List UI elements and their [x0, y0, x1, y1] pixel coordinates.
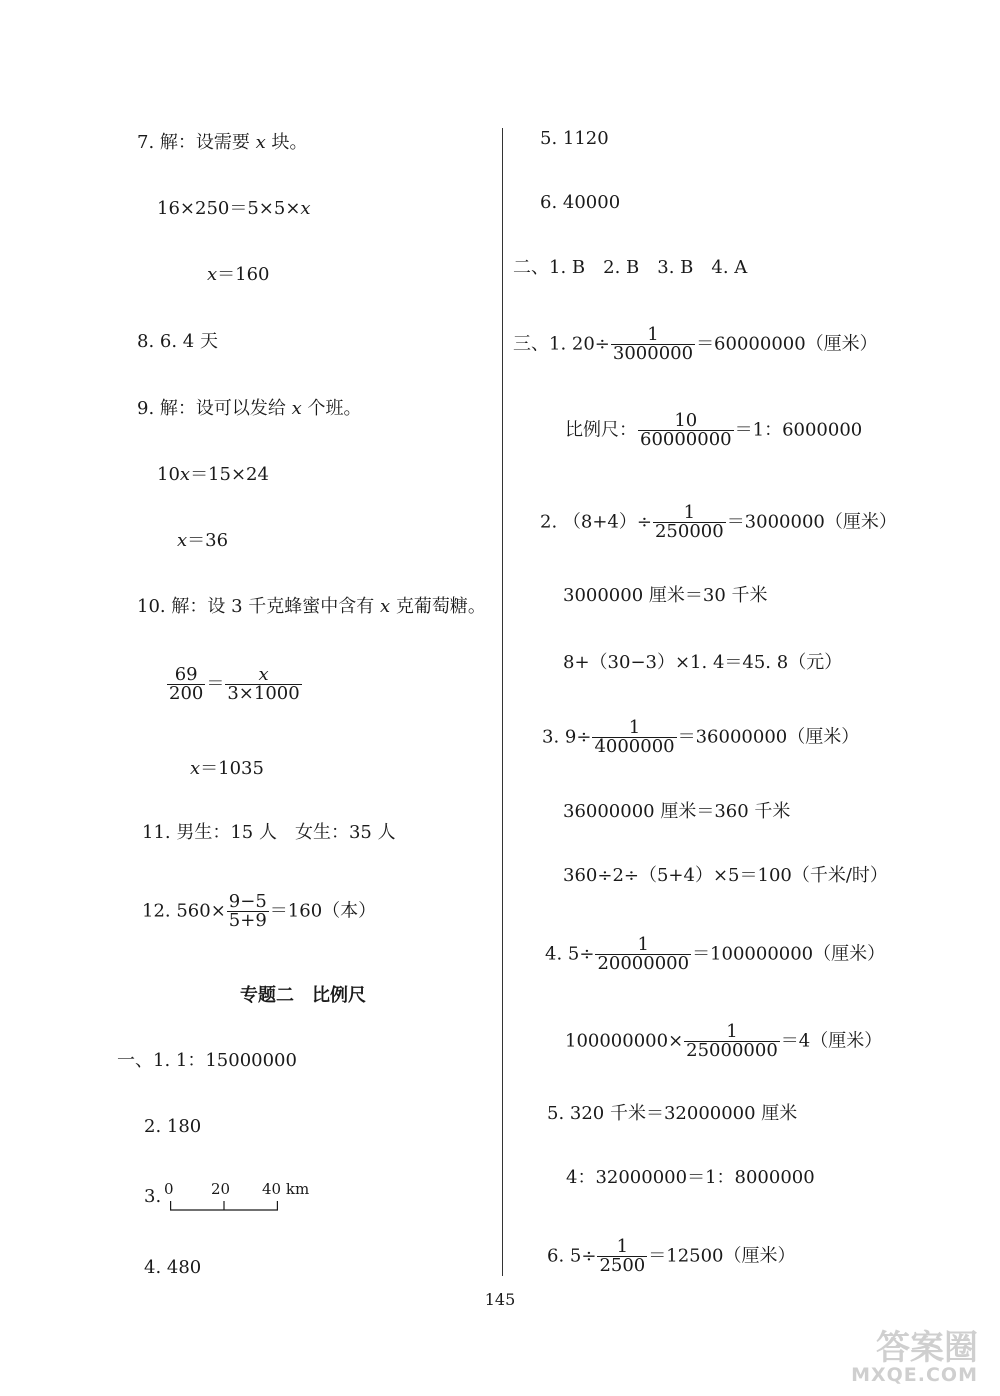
fraction: $\frac{1}{3000000}$: [612, 324, 694, 364]
q10-equation: $\frac{69}{200}$ ＝ $\frac{x}{3\times 1000}$: [169, 664, 300, 704]
part3-q3: 3. 9÷ $\frac{1}{4000000}$ ＝36000000（厘米）: [542, 717, 860, 757]
part2-answers: 二、1. B 2. B 3. B 4. A: [513, 257, 748, 278]
part1-q2: 2. 180: [144, 1116, 202, 1137]
q9-equation: 10x＝15×24: [157, 464, 269, 485]
fraction: $\frac{1}{2500}$: [599, 1236, 646, 1276]
fraction: $\frac{1}{4000000}$: [594, 717, 675, 757]
q10-answer: x＝1035: [190, 758, 264, 779]
fraction: $\frac{9-5}{5+9}$: [228, 891, 267, 931]
scale-label-0: 0: [164, 1180, 174, 1198]
part3-q2-line2: 3000000 厘米＝30 千米: [563, 585, 768, 606]
fraction: $\frac{1}{25000000}$: [686, 1021, 778, 1061]
part3-q5-line2: 4：32000000＝1：8000000: [566, 1167, 815, 1188]
scale-label-40: 40 km: [262, 1180, 310, 1198]
fraction: $\frac{1}{250000}$: [654, 502, 724, 542]
q9-line: 9. 解：设可以发给 x 个班。: [137, 398, 362, 419]
q7-line: 7. 解：设需要 x 块。: [137, 132, 308, 153]
q8-answer: 8. 6. 4 天: [137, 331, 218, 352]
q10-line: 10. 解：设 3 千克蜂蜜中含有 x 克葡萄糖。: [137, 596, 486, 617]
part3-q3-line2: 36000000 厘米＝360 千米: [563, 801, 791, 822]
q12-equation: 12. 560× $\frac{9-5}{5+9}$ ＝160（本）: [142, 891, 377, 931]
part3-q6: 6. 5÷ $\frac{1}{2500}$ ＝12500（厘米）: [547, 1236, 796, 1276]
part3-q1-scale: 比例尺： $\frac{10}{60000000}$ ＝1：6000000: [565, 410, 863, 450]
fraction: $\frac{1}{20000000}$: [597, 934, 690, 974]
part3-q3-line3: 360÷2÷（5+4）×5＝100（千米/时）: [563, 865, 888, 886]
q7-equation: 16×250＝5×5×x: [157, 198, 311, 219]
fraction: $\frac{10}{60000000}$: [640, 410, 732, 450]
part3-q2-line3: 8+（30−3）×1. 4＝45. 8（元）: [563, 652, 843, 673]
part1-q4: 4. 480: [144, 1257, 202, 1278]
q11-answer: 11. 男生：15 人 女生：35 人: [142, 822, 396, 843]
q5-answer: 5. 1120: [540, 128, 609, 149]
scale-bar: [170, 1198, 280, 1212]
q7-answer: x＝160: [207, 264, 270, 285]
page-number: 145: [484, 1290, 516, 1309]
part1-q3: 3.: [144, 1186, 162, 1207]
section-title: 专题二 比例尺: [240, 985, 366, 1006]
part3-q4-line2: 100000000× $\frac{1}{25000000}$ ＝4（厘米）: [565, 1021, 883, 1061]
q9-answer: x＝36: [177, 530, 229, 551]
watermark-logo: 答案圈 MXQE.COM: [851, 1328, 978, 1386]
part3-q1: 三、1. 20÷ $\frac{1}{3000000}$ ＝60000000（厘米）: [513, 324, 878, 364]
scale-label-20: 20: [211, 1180, 231, 1198]
part3-q5: 5. 320 千米＝32000000 厘米: [547, 1103, 798, 1124]
part3-q2: 2. （8+4）÷ $\frac{1}{250000}$ ＝3000000（厘米）: [540, 502, 897, 542]
fraction: $\frac{69}{200}$: [169, 664, 204, 704]
part3-q4: 4. 5÷ $\frac{1}{20000000}$ ＝100000000（厘米）: [545, 934, 886, 974]
column-divider: [502, 128, 503, 1276]
fraction: $\frac{x}{3\times 1000}$: [227, 664, 300, 704]
q6-answer: 6. 40000: [540, 192, 621, 213]
part1-q1: 一、1. 1：15000000: [117, 1050, 297, 1071]
